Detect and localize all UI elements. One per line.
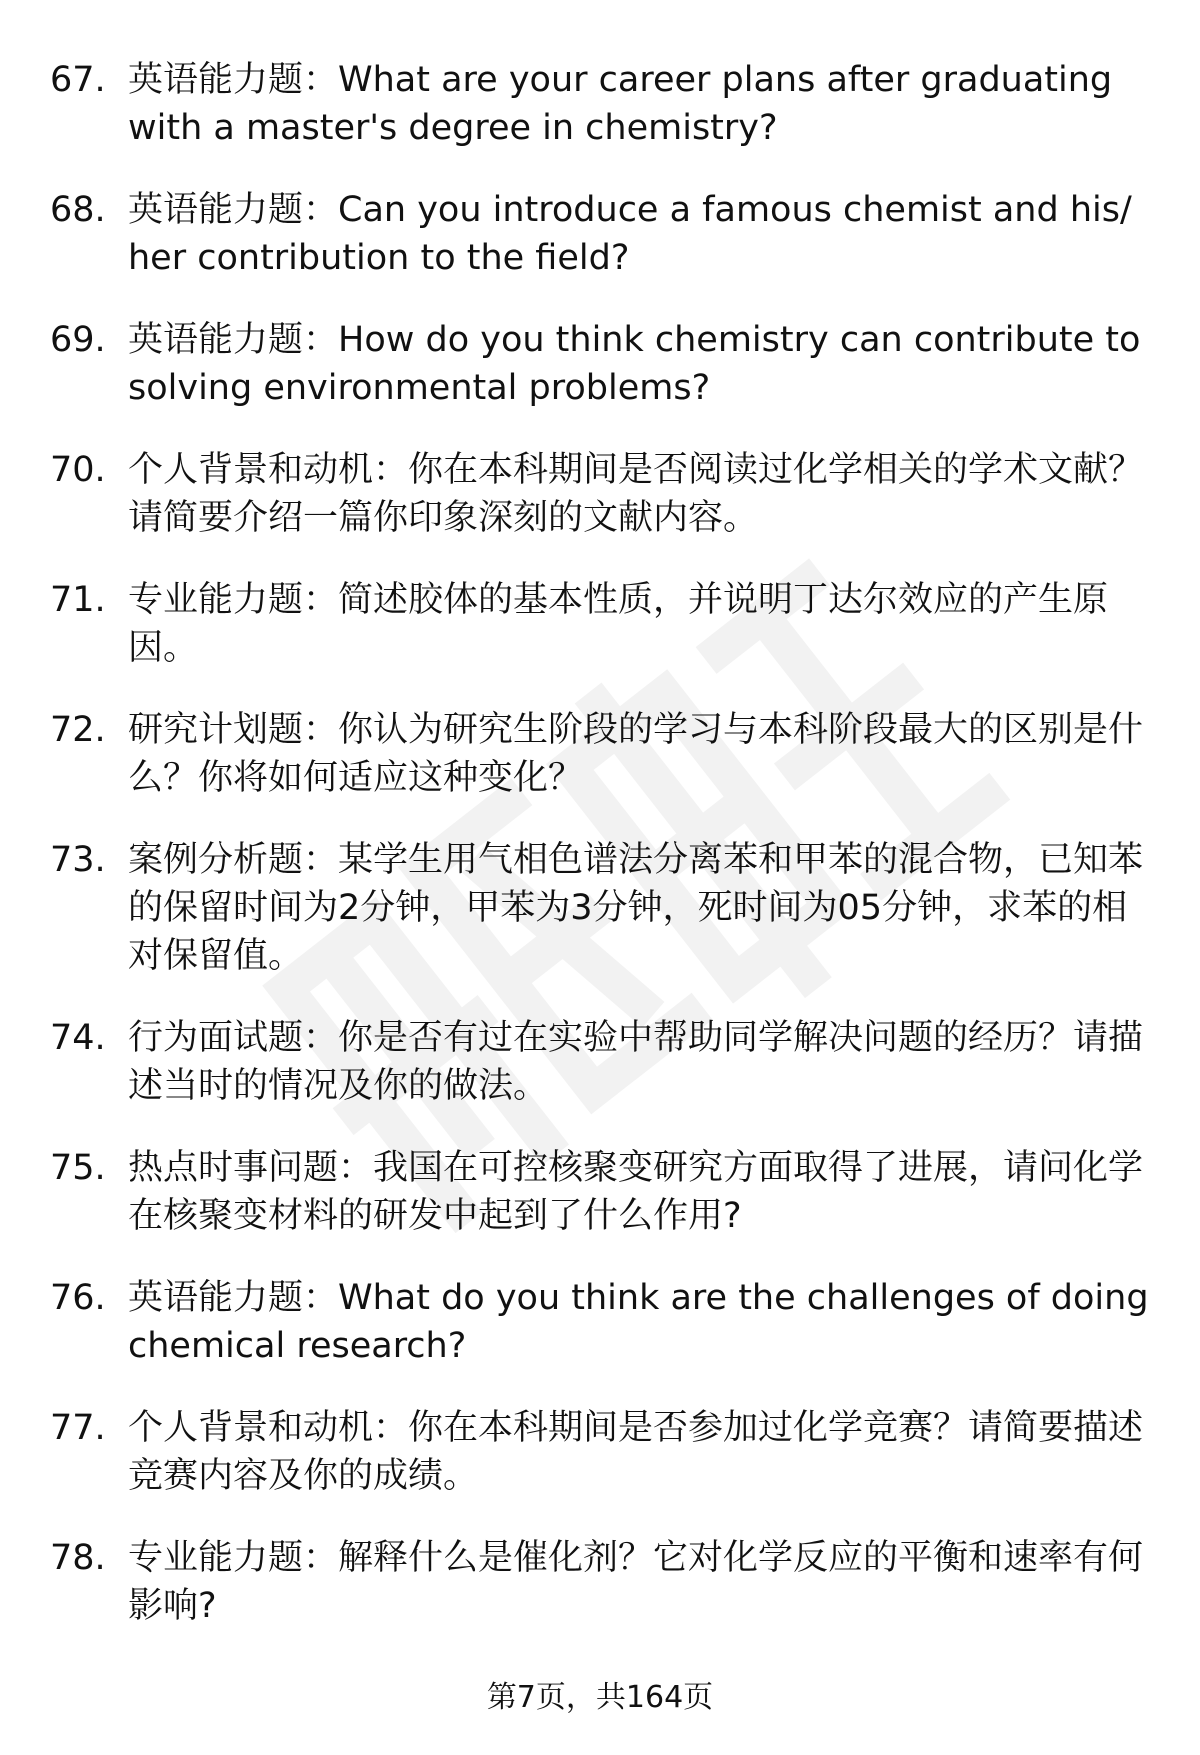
question-text: 研究计划题：你认为研究生阶段的学习与本科阶段最大的区别是什么？你将如何适应这种变化？	[128, 710, 1144, 798]
question-number: 73.	[50, 840, 106, 880]
question-list	[50, 56, 1150, 1664]
question-text: 个人背景和动机：你在本科期间是否阅读过化学相关的学术文献？请简要介绍一篇你印象深刻的文献内容。	[128, 450, 1144, 538]
question-number: 78.	[50, 1538, 106, 1578]
question-text: 案例分析题：某学生用气相色谱法分离苯和甲苯的混合物，已知苯的保留时间为2分钟，甲苯为3分钟，死时间为05分钟，求苯的相对保留值。	[128, 840, 1144, 976]
question-number: 77.	[50, 1408, 106, 1448]
question-item	[50, 1534, 1150, 1630]
question-number: 67.	[50, 60, 106, 100]
question-item	[50, 706, 1150, 802]
question-number: 70.	[50, 450, 106, 490]
question-text: 个人背景和动机：你在本科期间是否参加过化学竞赛？请简要描述竞赛内容及你的成绩。	[128, 1408, 1144, 1496]
question-number: 71.	[50, 580, 106, 620]
question-number: 68.	[50, 190, 106, 230]
question-text: 英语能力题：Can you introduce a famous chemist and his/her contribution to the field?	[128, 190, 1132, 278]
question-item	[50, 186, 1150, 282]
question-number: 69.	[50, 320, 106, 360]
question-text: 专业能力题：简述胶体的基本性质，并说明丁达尔效应的产生原因。	[128, 580, 1109, 668]
page-footer: 第7页，共164页	[486, 1680, 714, 1715]
question-item	[50, 316, 1150, 412]
question-text: 行为面试题：你是否有过在实验中帮助同学解决问题的经历？请描述当时的情况及你的做法。	[128, 1018, 1144, 1106]
question-item	[50, 1144, 1150, 1240]
question-text: 热点时事问题：我国在可控核聚变研究方面取得了进展，请问化学在核聚变材料的研发中起到了什么作用?	[128, 1148, 1144, 1236]
question-item	[50, 56, 1150, 152]
question-text: 专业能力题：解释什么是催化剂？它对化学反应的平衡和速率有何影响?	[128, 1538, 1144, 1626]
question-number: 72.	[50, 710, 106, 750]
question-item	[50, 836, 1150, 980]
question-item	[50, 446, 1150, 542]
question-text: 英语能力题：What do you think are the challenges of doing chemical research?	[128, 1278, 1149, 1366]
question-text: 英语能力题：What are your career plans after graduating with a master's degree in chemistry?	[128, 60, 1113, 148]
question-item	[50, 576, 1150, 672]
question-number: 75.	[50, 1148, 106, 1188]
question-number: 76.	[50, 1278, 106, 1318]
question-number: 74.	[50, 1018, 106, 1058]
question-item	[50, 1014, 1150, 1110]
question-item	[50, 1404, 1150, 1500]
question-text: 英语能力题：How do you think chemistry can contribute to solving environmental problems?	[128, 320, 1141, 408]
question-item	[50, 1274, 1150, 1370]
